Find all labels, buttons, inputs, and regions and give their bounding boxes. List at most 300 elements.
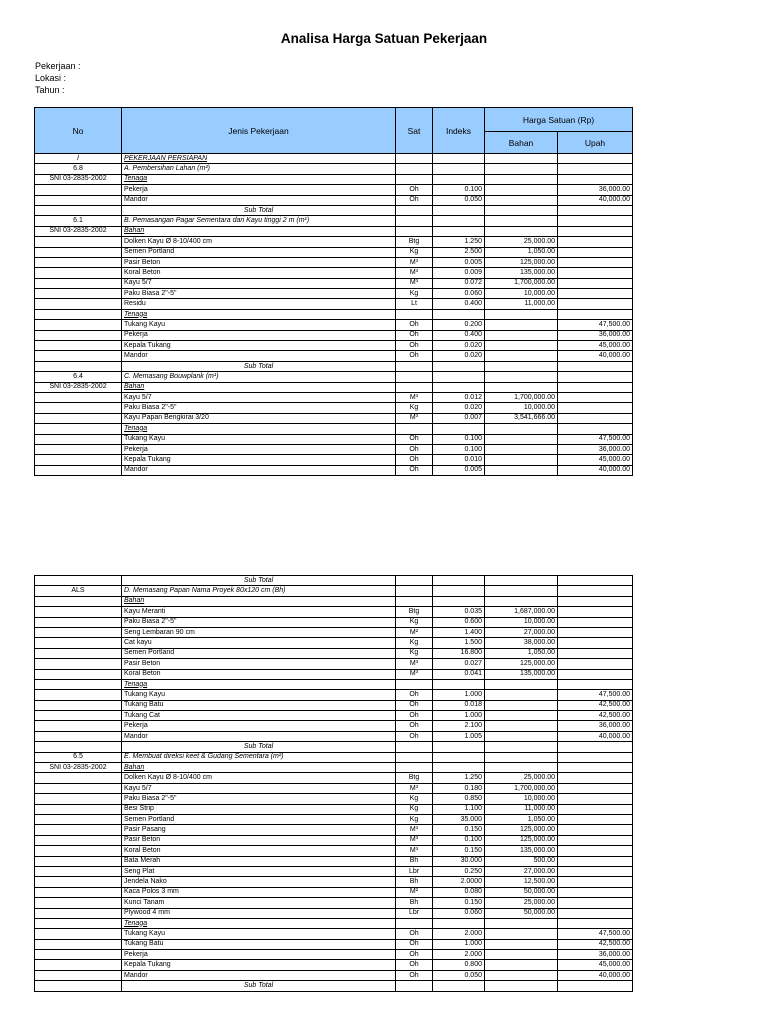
cell-indeks: 1.005: [433, 731, 485, 741]
cell-sat: M³: [396, 669, 433, 679]
cell-indeks: 0.060: [433, 908, 485, 918]
cell-sat: Oh: [396, 700, 433, 710]
cell-bahan: 25,000.00: [485, 898, 558, 908]
cell-indeks: 1.400: [433, 627, 485, 637]
cell-upah: [558, 794, 633, 804]
table-row: [35, 825, 633, 835]
cell-no: [35, 856, 122, 866]
cell-indeks: [433, 154, 485, 164]
cell-bahan: 10,000.00: [485, 403, 558, 413]
cell-upah: [558, 804, 633, 814]
cell-upah: [558, 607, 633, 617]
table-row: [35, 444, 633, 454]
table-row: [35, 711, 633, 721]
cell-no: [35, 929, 122, 939]
table-row: [35, 939, 633, 949]
cell-upah: 36,000.00: [558, 330, 633, 340]
cell-no: [35, 638, 122, 648]
cell-bahan: [485, 330, 558, 340]
cell-upah: 45,000.00: [558, 341, 633, 351]
table-row: [35, 361, 633, 371]
cell-indeks: 0.050: [433, 970, 485, 980]
cell-upah: 40,000.00: [558, 731, 633, 741]
table-row: [35, 846, 633, 856]
table-row: [35, 835, 633, 845]
cell-no: [35, 444, 122, 454]
cell-sat: Oh: [396, 320, 433, 330]
analysis-table-1: [34, 107, 633, 476]
col-header-upah: Upah: [558, 132, 633, 154]
table-body: [35, 154, 633, 476]
cell-bahan: 125,000.00: [485, 825, 558, 835]
cell-jenis: Kayu 5/7: [122, 783, 396, 793]
cell-bahan: 135,000.00: [485, 846, 558, 856]
cell-indeks: 0.010: [433, 455, 485, 465]
cell-jenis: Bahan: [122, 226, 396, 236]
cell-sat: [396, 361, 433, 371]
cell-no: [35, 195, 122, 205]
cell-no: [35, 970, 122, 980]
cell-bahan: [485, 950, 558, 960]
cell-sat: [396, 586, 433, 596]
cell-jenis: Seng Plat: [122, 866, 396, 876]
cell-sat: Oh: [396, 185, 433, 195]
cell-no: [35, 205, 122, 215]
cell-no: 6.4: [35, 372, 122, 382]
table-row: [35, 299, 633, 309]
page-title: Analisa Harga Satuan Pekerjaan: [280, 31, 488, 46]
cell-sat: Kg: [396, 638, 433, 648]
table-row: [35, 908, 633, 918]
cell-bahan: 1,700,000.00: [485, 783, 558, 793]
cell-no: [35, 289, 122, 299]
table-row: [35, 185, 633, 195]
cell-upah: [558, 576, 633, 586]
cell-indeks: 30.000: [433, 856, 485, 866]
cell-jenis: Koral Beton: [122, 669, 396, 679]
cell-jenis: Paku Biasa 2"-5": [122, 617, 396, 627]
cell-bahan: 38,000.00: [485, 638, 558, 648]
cell-indeks: 0.005: [433, 465, 485, 475]
cell-indeks: 0.100: [433, 444, 485, 454]
cell-sat: M²: [396, 627, 433, 637]
cell-jenis: D. Memasang Papan Nama Proyek 80x120 cm (Bh): [122, 586, 396, 596]
cell-no: [35, 361, 122, 371]
cell-sat: Btg: [396, 237, 433, 247]
cell-upah: 45,000.00: [558, 455, 633, 465]
cell-indeks: 1.500: [433, 638, 485, 648]
cell-sat: Bh: [396, 877, 433, 887]
cell-upah: [558, 898, 633, 908]
cell-sat: Kg: [396, 403, 433, 413]
cell-jenis: Sub Total: [122, 576, 396, 586]
cell-indeks: [433, 309, 485, 319]
cell-bahan: 125,000.00: [485, 835, 558, 845]
cell-bahan: [485, 424, 558, 434]
cell-bahan: [485, 361, 558, 371]
cell-sat: Kg: [396, 794, 433, 804]
cell-sat: Lt: [396, 299, 433, 309]
cell-jenis: Kunci Tanam: [122, 898, 396, 908]
cell-jenis: Tukang Cat: [122, 711, 396, 721]
cell-sat: Oh: [396, 939, 433, 949]
table-row: [35, 237, 633, 247]
table-row: [35, 278, 633, 288]
cell-jenis: Tenaga: [122, 174, 396, 184]
cell-upah: 42,500.00: [558, 939, 633, 949]
cell-sat: M³: [396, 413, 433, 423]
table-row: [35, 309, 633, 319]
table-row: [35, 216, 633, 226]
cell-indeks: [433, 576, 485, 586]
cell-sat: [396, 174, 433, 184]
cell-no: [35, 908, 122, 918]
table-row: [35, 195, 633, 205]
table-row: [35, 320, 633, 330]
col-header-jenis: Jenis Pekerjaan: [122, 108, 396, 154]
cell-no: [35, 804, 122, 814]
cell-no: [35, 268, 122, 278]
cell-no: [35, 576, 122, 586]
cell-no: [35, 299, 122, 309]
cell-upah: [558, 648, 633, 658]
cell-upah: [558, 586, 633, 596]
cell-no: [35, 465, 122, 475]
cell-upah: [558, 814, 633, 824]
cell-upah: [558, 309, 633, 319]
cell-sat: Kg: [396, 289, 433, 299]
cell-bahan: 3,541,666.00: [485, 413, 558, 423]
cell-sat: [396, 226, 433, 236]
cell-indeks: 2.100: [433, 721, 485, 731]
table-row: [35, 856, 633, 866]
table-row: [35, 783, 633, 793]
cell-no: [35, 278, 122, 288]
cell-upah: [558, 627, 633, 637]
cell-bahan: [485, 970, 558, 980]
cell-upah: [558, 424, 633, 434]
table-row: [35, 721, 633, 731]
cell-upah: 36,000.00: [558, 444, 633, 454]
cell-sat: M³: [396, 278, 433, 288]
cell-bahan: [485, 216, 558, 226]
table-row: [35, 669, 633, 679]
cell-sat: Oh: [396, 731, 433, 741]
col-header-sat: Sat: [396, 108, 433, 154]
cell-jenis: Besi Strip: [122, 804, 396, 814]
cell-bahan: 1,050.00: [485, 648, 558, 658]
cell-no: [35, 981, 122, 991]
cell-jenis: Tukang Batu: [122, 700, 396, 710]
cell-indeks: [433, 372, 485, 382]
cell-bahan: 500.00: [485, 856, 558, 866]
cell-bahan: [485, 455, 558, 465]
table-body: [35, 576, 633, 992]
table-row: [35, 970, 633, 980]
table-row: [35, 382, 633, 392]
cell-indeks: 2.000: [433, 929, 485, 939]
table-row: [35, 763, 633, 773]
cell-no: [35, 794, 122, 804]
cell-upah: [558, 382, 633, 392]
cell-indeks: 1.000: [433, 711, 485, 721]
table-row: [35, 794, 633, 804]
cell-indeks: 1.250: [433, 237, 485, 247]
cell-no: [35, 237, 122, 247]
cell-jenis: Tukang Kayu: [122, 320, 396, 330]
cell-upah: [558, 918, 633, 928]
table-row: [35, 465, 633, 475]
cell-upah: [558, 154, 633, 164]
table-row: [35, 690, 633, 700]
cell-sat: [396, 742, 433, 752]
cell-jenis: B. Pemasangan Pagar Sementara dari Kayu tinggi 2 m (m¹): [122, 216, 396, 226]
table-row: [35, 814, 633, 824]
cell-sat: [396, 205, 433, 215]
cell-indeks: [433, 763, 485, 773]
cell-jenis: Kayu Papan Bengkirai 3/20: [122, 413, 396, 423]
cell-sat: M²: [396, 887, 433, 897]
cell-sat: Btg: [396, 773, 433, 783]
table-row: [35, 372, 633, 382]
table-row: [35, 679, 633, 689]
cell-bahan: 10,000.00: [485, 617, 558, 627]
cell-no: 6.8: [35, 164, 122, 174]
cell-no: SNI 03-2835-2002: [35, 226, 122, 236]
table-row: [35, 596, 633, 606]
cell-sat: Bh: [396, 898, 433, 908]
cell-jenis: Tenaga: [122, 918, 396, 928]
cell-bahan: [485, 752, 558, 762]
cell-upah: [558, 659, 633, 669]
cell-jenis: Pekerja: [122, 330, 396, 340]
cell-indeks: 0.100: [433, 185, 485, 195]
cell-jenis: Paku Biasa 2"-5": [122, 403, 396, 413]
cell-indeks: 0.041: [433, 669, 485, 679]
cell-sat: Oh: [396, 455, 433, 465]
cell-sat: [396, 752, 433, 762]
cell-no: [35, 659, 122, 669]
col-header-no: No: [35, 108, 122, 154]
cell-upah: 40,000.00: [558, 465, 633, 475]
cell-jenis: Mandor: [122, 465, 396, 475]
cell-bahan: [485, 320, 558, 330]
table-row: [35, 226, 633, 236]
cell-upah: [558, 877, 633, 887]
cell-bahan: [485, 981, 558, 991]
cell-bahan: [485, 372, 558, 382]
cell-jenis: Pekerja: [122, 950, 396, 960]
cell-upah: [558, 908, 633, 918]
cell-sat: Btg: [396, 607, 433, 617]
cell-jenis: Semen Portland: [122, 648, 396, 658]
cell-no: SNI 03-2835-2002: [35, 174, 122, 184]
cell-jenis: Dolken Kayu Ø 8-10/400 cm: [122, 773, 396, 783]
cell-jenis: Pekerja: [122, 721, 396, 731]
cell-bahan: [485, 226, 558, 236]
cell-indeks: [433, 361, 485, 371]
cell-no: [35, 320, 122, 330]
cell-indeks: 0.050: [433, 195, 485, 205]
cell-no: [35, 185, 122, 195]
cell-sat: M³: [396, 835, 433, 845]
cell-indeks: 0.060: [433, 289, 485, 299]
cell-no: [35, 939, 122, 949]
cell-no: [35, 596, 122, 606]
cell-jenis: Sub Total: [122, 742, 396, 752]
cell-sat: [396, 372, 433, 382]
cell-no: [35, 309, 122, 319]
cell-indeks: [433, 596, 485, 606]
cell-jenis: Sub Total: [122, 205, 396, 215]
table-row: [35, 773, 633, 783]
cell-jenis: Tenaga: [122, 424, 396, 434]
cell-no: [35, 742, 122, 752]
cell-indeks: 0.180: [433, 783, 485, 793]
cell-upah: [558, 825, 633, 835]
cell-jenis: Mandor: [122, 195, 396, 205]
cell-no: [35, 679, 122, 689]
cell-upah: 47,500.00: [558, 690, 633, 700]
cell-bahan: 135,000.00: [485, 268, 558, 278]
cell-bahan: 12,500.00: [485, 877, 558, 887]
cell-indeks: [433, 752, 485, 762]
cell-indeks: 0.100: [433, 434, 485, 444]
cell-bahan: [485, 309, 558, 319]
cell-sat: [396, 216, 433, 226]
table-row: [35, 866, 633, 876]
cell-upah: [558, 617, 633, 627]
cell-jenis: Kepala Tukang: [122, 341, 396, 351]
cell-indeks: 0.027: [433, 659, 485, 669]
cell-no: [35, 648, 122, 658]
cell-indeks: 0.600: [433, 617, 485, 627]
cell-upah: [558, 887, 633, 897]
table-row: [35, 164, 633, 174]
table-row: [35, 752, 633, 762]
cell-sat: Kg: [396, 247, 433, 257]
cell-bahan: 10,000.00: [485, 289, 558, 299]
cell-sat: [396, 309, 433, 319]
cell-indeks: 0.009: [433, 268, 485, 278]
cell-upah: 47,500.00: [558, 434, 633, 444]
cell-sat: [396, 981, 433, 991]
cell-upah: [558, 247, 633, 257]
cell-no: SNI 03-2835-2002: [35, 763, 122, 773]
cell-indeks: 0.007: [433, 413, 485, 423]
cell-no: [35, 773, 122, 783]
cell-bahan: [485, 351, 558, 361]
cell-upah: 47,500.00: [558, 929, 633, 939]
cell-no: [35, 950, 122, 960]
cell-indeks: 0.035: [433, 607, 485, 617]
cell-bahan: [485, 164, 558, 174]
cell-sat: [396, 382, 433, 392]
cell-upah: 42,500.00: [558, 700, 633, 710]
table-row: [35, 174, 633, 184]
table-row: [35, 330, 633, 340]
cell-upah: [558, 205, 633, 215]
cell-bahan: [485, 195, 558, 205]
cell-sat: Oh: [396, 330, 433, 340]
cell-no: [35, 898, 122, 908]
cell-no: [35, 455, 122, 465]
cell-bahan: 1,700,000.00: [485, 278, 558, 288]
cell-sat: [396, 576, 433, 586]
cell-upah: 36,000.00: [558, 721, 633, 731]
cell-upah: [558, 835, 633, 845]
cell-upah: [558, 361, 633, 371]
cell-bahan: 11,000.00: [485, 804, 558, 814]
cell-upah: [558, 278, 633, 288]
cell-indeks: 1.100: [433, 804, 485, 814]
cell-sat: Oh: [396, 721, 433, 731]
cell-sat: M³: [396, 783, 433, 793]
cell-no: [35, 731, 122, 741]
cell-jenis: Kaca Polos 3 mm: [122, 887, 396, 897]
table-row: [35, 413, 633, 423]
cell-no: [35, 341, 122, 351]
cell-indeks: 1.000: [433, 939, 485, 949]
cell-upah: [558, 773, 633, 783]
cell-upah: [558, 257, 633, 267]
cell-indeks: 0.150: [433, 846, 485, 856]
cell-upah: [558, 763, 633, 773]
cell-bahan: 1,687,000.00: [485, 607, 558, 617]
cell-sat: Oh: [396, 970, 433, 980]
project-meta: [35, 60, 81, 96]
cell-jenis: Bata Merah: [122, 856, 396, 866]
cell-upah: 40,000.00: [558, 351, 633, 361]
table-row: [35, 154, 633, 164]
cell-no: [35, 247, 122, 257]
cell-jenis: Bahan: [122, 382, 396, 392]
cell-jenis: Pasir Beton: [122, 659, 396, 669]
cell-no: [35, 434, 122, 444]
cell-upah: [558, 392, 633, 402]
cell-sat: Oh: [396, 960, 433, 970]
cell-upah: [558, 866, 633, 876]
cell-sat: [396, 596, 433, 606]
cell-bahan: [485, 929, 558, 939]
cell-bahan: 125,000.00: [485, 257, 558, 267]
cell-upah: [558, 237, 633, 247]
cell-jenis: Bahan: [122, 763, 396, 773]
cell-no: [35, 711, 122, 721]
cell-bahan: 25,000.00: [485, 237, 558, 247]
cell-no: ALS: [35, 586, 122, 596]
cell-bahan: [485, 690, 558, 700]
cell-indeks: [433, 586, 485, 596]
cell-no: [35, 330, 122, 340]
cell-bahan: [485, 154, 558, 164]
cell-sat: Oh: [396, 195, 433, 205]
table-row: [35, 648, 633, 658]
cell-indeks: 2.0000: [433, 877, 485, 887]
cell-indeks: 0.150: [433, 825, 485, 835]
cell-no: [35, 607, 122, 617]
cell-no: [35, 835, 122, 845]
cell-upah: [558, 981, 633, 991]
cell-bahan: [485, 576, 558, 586]
cell-sat: Oh: [396, 929, 433, 939]
cell-jenis: Mandor: [122, 970, 396, 980]
table-row: [35, 257, 633, 267]
cell-jenis: Tenaga: [122, 679, 396, 689]
cell-upah: [558, 413, 633, 423]
cell-jenis: Sub Total: [122, 981, 396, 991]
table-row: [35, 455, 633, 465]
